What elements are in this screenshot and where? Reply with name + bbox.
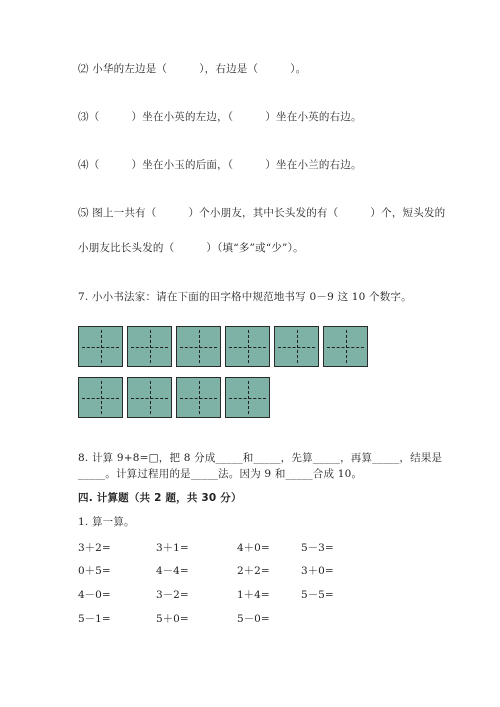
calc-item: 0＋5= <box>78 565 111 577</box>
tianzige-box[interactable] <box>323 326 368 367</box>
calc-item: 5＋0= <box>156 613 189 625</box>
calc-item: 1＋4= <box>237 589 270 601</box>
calc-item: 5－0= <box>237 613 270 625</box>
question-5-line-2: 小朋友比长头发的（ ）（填“多”或“少”）。 <box>78 242 304 254</box>
tianzige-box[interactable] <box>225 377 270 418</box>
tianzige-box[interactable] <box>176 326 221 367</box>
calc-item: 4＋0= <box>237 542 270 554</box>
question-8-line-1: 8. 计算 9+8=□，把 8 分成_____和_____，先算_____，再算_____，结果是 <box>78 452 443 464</box>
question-3: ⑶（ ）坐在小英的左边，（ ）坐在小英的右边。 <box>78 111 362 123</box>
question-4: ⑷（ ）坐在小玉的后面，（ ）坐在小兰的右边。 <box>78 159 362 171</box>
tianzige-box[interactable] <box>78 377 123 418</box>
calc-item: 4－0= <box>78 589 111 601</box>
question-7: 7. 小小书法家：请在下面的田字格中规范地书写 0－9 这 10 个数字。 <box>78 291 412 303</box>
section-4-title: 四. 计算题（共 2 题，共 30 分） <box>78 492 242 504</box>
tianzige-box[interactable] <box>274 326 319 367</box>
question-5-line-1: ⑸ 图上一共有（ ）个小朋友，其中长头发的有（ ）个，短头发的 <box>78 207 446 219</box>
tianzige-box[interactable] <box>127 326 172 367</box>
section-4-subtitle: 1. 算一算。 <box>78 516 135 528</box>
calc-item: 2＋2= <box>237 565 270 577</box>
tianzige-box[interactable] <box>127 377 172 418</box>
tianzige-box[interactable] <box>78 326 123 367</box>
calc-item: 5－1= <box>78 613 111 625</box>
tianzige-row-2 <box>78 377 270 418</box>
calc-item: 5－3= <box>301 542 334 554</box>
tianzige-row-1 <box>78 326 368 367</box>
question-2: ⑵ 小华的左边是（ ），右边是（ ）。 <box>78 63 307 75</box>
calc-item: 5－5= <box>301 589 334 601</box>
question-8-line-2: _____。计算过程用的是_____法。因为 9 和_____合成 10。 <box>78 468 363 480</box>
tianzige-box[interactable] <box>176 377 221 418</box>
calc-item: 3＋2= <box>78 542 111 554</box>
calc-item: 3＋1= <box>156 542 189 554</box>
tianzige-box[interactable] <box>225 326 270 367</box>
calc-item: 4－4= <box>156 565 189 577</box>
calc-item: 3－2= <box>156 589 189 601</box>
calc-item: 3＋0= <box>301 565 334 577</box>
